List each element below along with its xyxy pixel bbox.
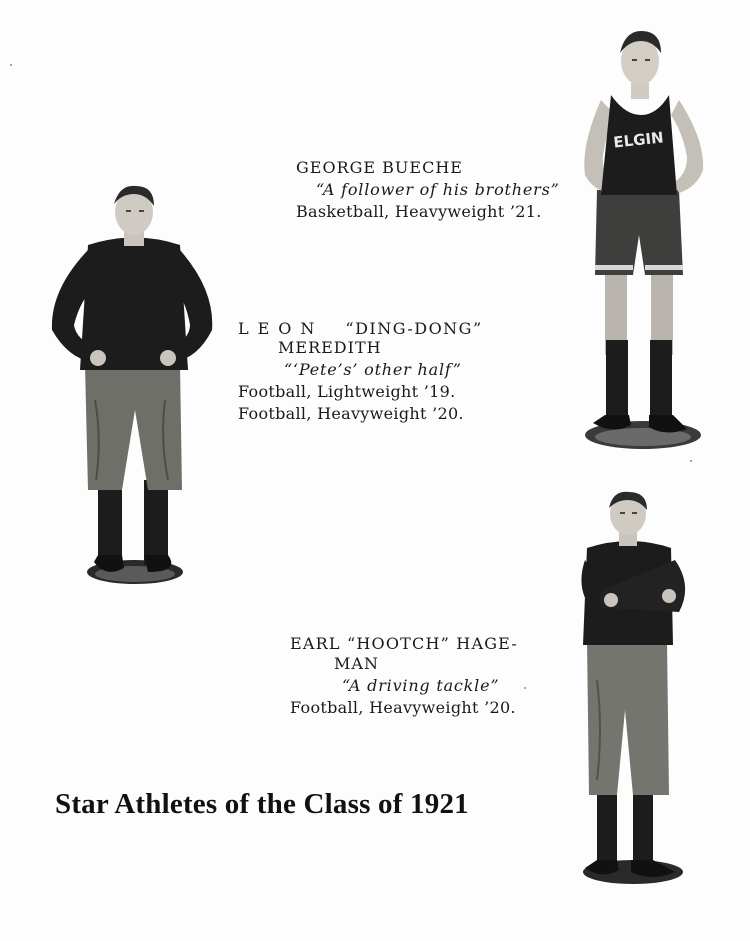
george-bueche-entry xyxy=(296,157,560,223)
george-motto: “A follower of his brothers” xyxy=(316,180,560,199)
leon-nickname: “DING-DONG” xyxy=(345,319,483,338)
earl-motto: “A driving tackle” xyxy=(342,676,500,695)
george-sport-1: Basketball, Heavyweight ’21. xyxy=(296,202,542,221)
leon-last-name: MEREDITH xyxy=(278,338,382,357)
elgin-jersey-text: ELGIN xyxy=(612,128,665,152)
paper-speck xyxy=(10,64,12,66)
leon-first-name: LEON xyxy=(238,319,324,338)
earl-name-line-2: MAN xyxy=(334,654,379,673)
earl-hageman-entry xyxy=(290,633,518,719)
leon-meredith-photo xyxy=(40,180,220,590)
leon-sport-1: Football, Lightweight ’19. xyxy=(238,382,456,401)
earl-hageman-photo xyxy=(575,490,700,890)
george-name: GEORGE BUECHE xyxy=(296,158,463,177)
paper-speck xyxy=(690,460,692,462)
leon-motto: “‘Pete’s’ other half” xyxy=(284,360,462,379)
leon-meredith-entry xyxy=(238,318,483,425)
paper-speck xyxy=(524,687,526,689)
george-bueche-photo xyxy=(575,25,715,455)
earl-sport-1: Football, Heavyweight ’20. xyxy=(290,698,516,717)
leon-name-line-1 xyxy=(238,318,483,340)
leon-sport-2: Football, Heavyweight ’20. xyxy=(238,404,464,423)
page-caption: Star Athletes of the Class of 1921 xyxy=(55,788,469,820)
earl-name-line-1: EARL “HOOTCH” HAGE- xyxy=(290,634,518,653)
